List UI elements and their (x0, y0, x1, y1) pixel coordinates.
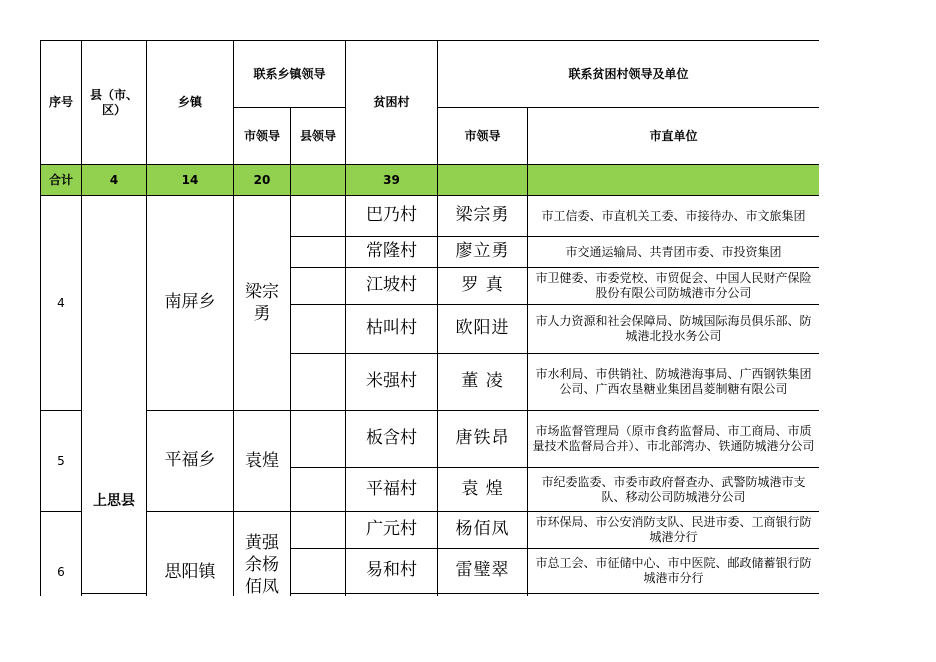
county-cell[interactable] (82, 196, 147, 411)
village-leader-cell[interactable]: 雷璧翠 (438, 549, 528, 594)
units-cell[interactable]: 市场监督管理局（原市食药监督局、市工商局、市质量技术监督局合并）、市北部湾办、铁通防城港分公司 (528, 411, 819, 468)
seq-cell[interactable]: 5 (41, 411, 82, 512)
units-cell[interactable]: 市人力资源和社会保障局、防城国际海员俱乐部、防城港北投水务公司 (528, 305, 819, 354)
header-city-units[interactable]: 市直单位 (528, 108, 819, 165)
village-cell[interactable] (291, 594, 346, 597)
county-cell[interactable]: 上思县 (82, 411, 147, 594)
county-leader-cell[interactable] (291, 468, 346, 512)
header-village-city-leader[interactable]: 市领导 (438, 108, 528, 165)
village-cell[interactable]: 米强村 (346, 354, 438, 411)
seq-cell[interactable]: 6 (41, 512, 82, 597)
town-cell[interactable]: 平福乡 (147, 411, 234, 512)
total-village-leader[interactable] (438, 165, 528, 196)
header-city-leader[interactable]: 市领导 (234, 108, 291, 165)
total-county-leader[interactable] (291, 165, 346, 196)
village-cell[interactable]: 板含村 (346, 411, 438, 468)
village-cell[interactable]: 枯叫村 (346, 305, 438, 354)
units-cell[interactable]: 市工信委、市直机关工委、市接待办、市文旅集团 (528, 196, 819, 237)
village-leader-cell[interactable]: 欧阳进 (438, 305, 528, 354)
town-leader-cell[interactable]: 梁宗勇 (234, 196, 291, 411)
seq-cell[interactable]: 4 (41, 196, 82, 411)
units-cell[interactable]: 市纪委监委、市委市政府督查办、武警防城港市支队、移动公司防城港分公司 (528, 468, 819, 512)
header-village-leaders[interactable]: 联系贫困村领导及单位 (438, 41, 819, 108)
county-leader-cell[interactable] (82, 594, 147, 597)
county-leader-cell[interactable] (291, 196, 346, 237)
county-leader-cell[interactable] (291, 549, 346, 594)
units-cell[interactable]: 市水利局、市供销社、防城港海事局、广西钢铁集团公司、广西农垦糖业集团昌菱制糖有限公司 (528, 354, 819, 411)
town-cell[interactable]: 南屏乡 (147, 196, 234, 411)
spreadsheet-table (40, 40, 819, 596)
total-city-leader[interactable]: 20 (234, 165, 291, 196)
village-leader-cell[interactable]: 廖立勇 (438, 237, 528, 268)
village-cell[interactable]: 巴乃村 (346, 196, 438, 237)
county-leader-cell[interactable] (291, 354, 346, 411)
units-cell[interactable] (438, 594, 528, 597)
table-row (41, 196, 820, 237)
header-town[interactable]: 乡镇 (147, 41, 234, 165)
village-leader-cell[interactable]: 袁 煌 (438, 468, 528, 512)
village-cell[interactable]: 广元村 (346, 512, 438, 549)
village-leader-cell[interactable]: 杨佰凤 (438, 512, 528, 549)
total-label[interactable]: 合计 (41, 165, 82, 196)
village-leader-cell[interactable]: 罗 真 (438, 268, 528, 305)
village-cell[interactable]: 常隆村 (346, 237, 438, 268)
units-cell[interactable]: 市卫健委、市委党校、市贸促会、中国人民财产保险股份有限公司防城港市分公司 (528, 268, 819, 305)
village-leader-cell[interactable]: 唐铁昂 (438, 411, 528, 468)
poverty-village-contact-table (40, 40, 819, 596)
units-cell[interactable]: 市总工会、市征储中心、市中医院、邮政储蓄银行防城港市分行 (528, 549, 819, 594)
village-cell[interactable]: 平福村 (346, 468, 438, 512)
header-seq[interactable]: 序号 (41, 41, 82, 165)
header-county-leader[interactable]: 县领导 (291, 108, 346, 165)
town-leader-cell[interactable]: 黄强余杨佰凤 (234, 512, 291, 597)
village-leader-cell[interactable]: 梁宗勇 (438, 196, 528, 237)
total-row (41, 165, 820, 196)
county-leader-cell[interactable] (291, 268, 346, 305)
header-village[interactable]: 贫困村 (346, 41, 438, 165)
total-units[interactable] (528, 165, 819, 196)
units-cell[interactable]: 市环保局、市公安消防支队、民进市委、工商银行防城港分行 (528, 512, 819, 549)
village-leader-cell[interactable]: 董 凌 (438, 354, 528, 411)
county-leader-cell[interactable] (291, 237, 346, 268)
town-cell[interactable]: 思阳镇 (147, 512, 234, 597)
county-leader-cell[interactable] (291, 411, 346, 468)
village-cell[interactable]: 易和村 (346, 549, 438, 594)
header-county[interactable]: 县（市、区） (82, 41, 147, 165)
county-leader-cell[interactable] (291, 512, 346, 549)
header-town-leaders[interactable]: 联系乡镇领导 (234, 41, 346, 108)
total-town[interactable]: 14 (147, 165, 234, 196)
town-leader-cell[interactable]: 袁煌 (234, 411, 291, 512)
table-row (41, 512, 820, 549)
units-cell[interactable]: 市交通运输局、共青团市委、市投资集团 (528, 237, 819, 268)
total-county[interactable]: 4 (82, 165, 147, 196)
village-leader-cell[interactable] (346, 594, 438, 597)
total-village[interactable]: 39 (346, 165, 438, 196)
county-leader-cell[interactable] (291, 305, 346, 354)
village-cell[interactable]: 江坡村 (346, 268, 438, 305)
table-row (41, 411, 820, 468)
